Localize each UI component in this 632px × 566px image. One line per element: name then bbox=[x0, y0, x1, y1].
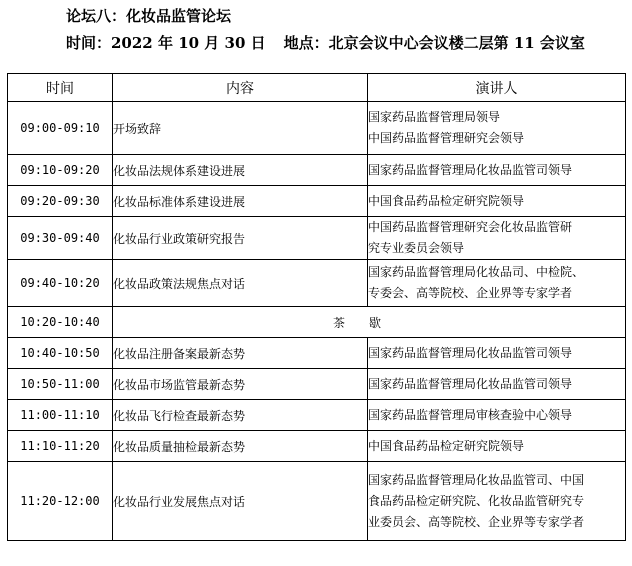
table-row bbox=[8, 217, 626, 260]
forum-location: 地点：北京会议中心会议楼二层第 11 会议室 bbox=[283, 34, 585, 52]
speaker-cell bbox=[368, 400, 626, 431]
time-cell: 09:40-10:20 bbox=[8, 260, 113, 307]
table-row bbox=[8, 400, 626, 431]
break-row bbox=[8, 307, 626, 338]
speaker-line: 国家药品监督管理局化妆品监管司领导 bbox=[368, 345, 573, 360]
speaker-line: 中国药品监督管理研究会化妆品监管研 bbox=[368, 220, 573, 234]
time-cell: 11:10-11:20 bbox=[8, 431, 113, 462]
speaker-line: 国家药品监督管理局化妆品监管司领导 bbox=[368, 376, 573, 391]
table-row bbox=[8, 186, 626, 217]
table-row bbox=[8, 462, 626, 541]
agenda-body bbox=[8, 102, 626, 541]
speaker-line: 究专业委员会领导 bbox=[368, 241, 465, 255]
speaker-line: 国家药品监督管理局审核查验中心领导 bbox=[368, 407, 573, 422]
table-row bbox=[8, 369, 626, 400]
speaker-line: 国家药品监督管理局领导 bbox=[368, 110, 501, 124]
table-row bbox=[8, 260, 626, 307]
topic-cell: 化妆品注册备案最新态势 bbox=[113, 338, 368, 369]
forum-time-location bbox=[66, 33, 585, 53]
agenda-table bbox=[7, 73, 626, 541]
speaker-line: 国家药品监督管理局化妆品监管司、中国 bbox=[368, 472, 585, 487]
time-cell: 10:20-10:40 bbox=[8, 307, 113, 338]
time-cell: 09:00-09:10 bbox=[8, 102, 113, 155]
topic-cell: 开场致辞 bbox=[113, 102, 368, 155]
table-header-row bbox=[8, 74, 626, 102]
table-row bbox=[8, 155, 626, 186]
table-row bbox=[8, 338, 626, 369]
topic-cell: 化妆品行业政策研究报告 bbox=[113, 217, 368, 260]
topic-cell: 化妆品政策法规焦点对话 bbox=[113, 260, 368, 307]
speaker-cell bbox=[368, 431, 626, 462]
speaker-cell bbox=[368, 155, 626, 186]
speaker-line: 专委会、高等院校、企业界等专家学者 bbox=[368, 286, 573, 300]
speaker-cell bbox=[368, 186, 626, 217]
speaker-line: 业委员会、高等院校、企业界等专家学者 bbox=[368, 514, 585, 529]
topic-cell: 化妆品行业发展焦点对话 bbox=[113, 462, 368, 541]
time-cell: 10:50-11:00 bbox=[8, 369, 113, 400]
forum-title: 论坛八：化妆品监管论坛 bbox=[66, 7, 232, 25]
speaker-cell bbox=[368, 260, 626, 307]
speaker-cell bbox=[368, 338, 626, 369]
speaker-cell bbox=[368, 369, 626, 400]
topic-cell: 化妆品飞行检查最新态势 bbox=[113, 400, 368, 431]
time-cell: 09:30-09:40 bbox=[8, 217, 113, 260]
break-cell: 茶歇 bbox=[113, 307, 626, 338]
topic-cell: 化妆品质量抽检最新态势 bbox=[113, 431, 368, 462]
speaker-line: 国家药品监督管理局化妆品监管司领导 bbox=[368, 162, 573, 177]
table-row bbox=[8, 102, 626, 155]
speaker-cell bbox=[368, 217, 626, 260]
forum-time: 时间：2022 年 10 月 30 日 bbox=[66, 34, 266, 52]
column-header-content: 内容 bbox=[113, 74, 368, 102]
table-row bbox=[8, 431, 626, 462]
column-header-time: 时间 bbox=[8, 74, 113, 102]
time-cell: 10:40-10:50 bbox=[8, 338, 113, 369]
time-cell: 11:00-11:10 bbox=[8, 400, 113, 431]
topic-cell: 化妆品标准体系建设进展 bbox=[113, 186, 368, 217]
speaker-line: 中国食品药品检定研究院领导 bbox=[368, 193, 525, 208]
topic-cell: 化妆品法规体系建设进展 bbox=[113, 155, 368, 186]
speaker-line: 中国药品监督管理研究会领导 bbox=[368, 131, 525, 145]
speaker-line: 国家药品监督管理局化妆品司、中检院、 bbox=[368, 265, 585, 279]
speaker-line: 食品药品检定研究院、化妆品监管研究专 bbox=[368, 493, 585, 508]
column-header-speaker: 演讲人 bbox=[368, 74, 626, 102]
time-cell: 09:20-09:30 bbox=[8, 186, 113, 217]
speaker-line: 中国食品药品检定研究院领导 bbox=[368, 438, 525, 453]
speaker-cell bbox=[368, 102, 626, 155]
topic-cell: 化妆品市场监管最新态势 bbox=[113, 369, 368, 400]
speaker-cell bbox=[368, 462, 626, 541]
time-cell: 11:20-12:00 bbox=[8, 462, 113, 541]
time-cell: 09:10-09:20 bbox=[8, 155, 113, 186]
